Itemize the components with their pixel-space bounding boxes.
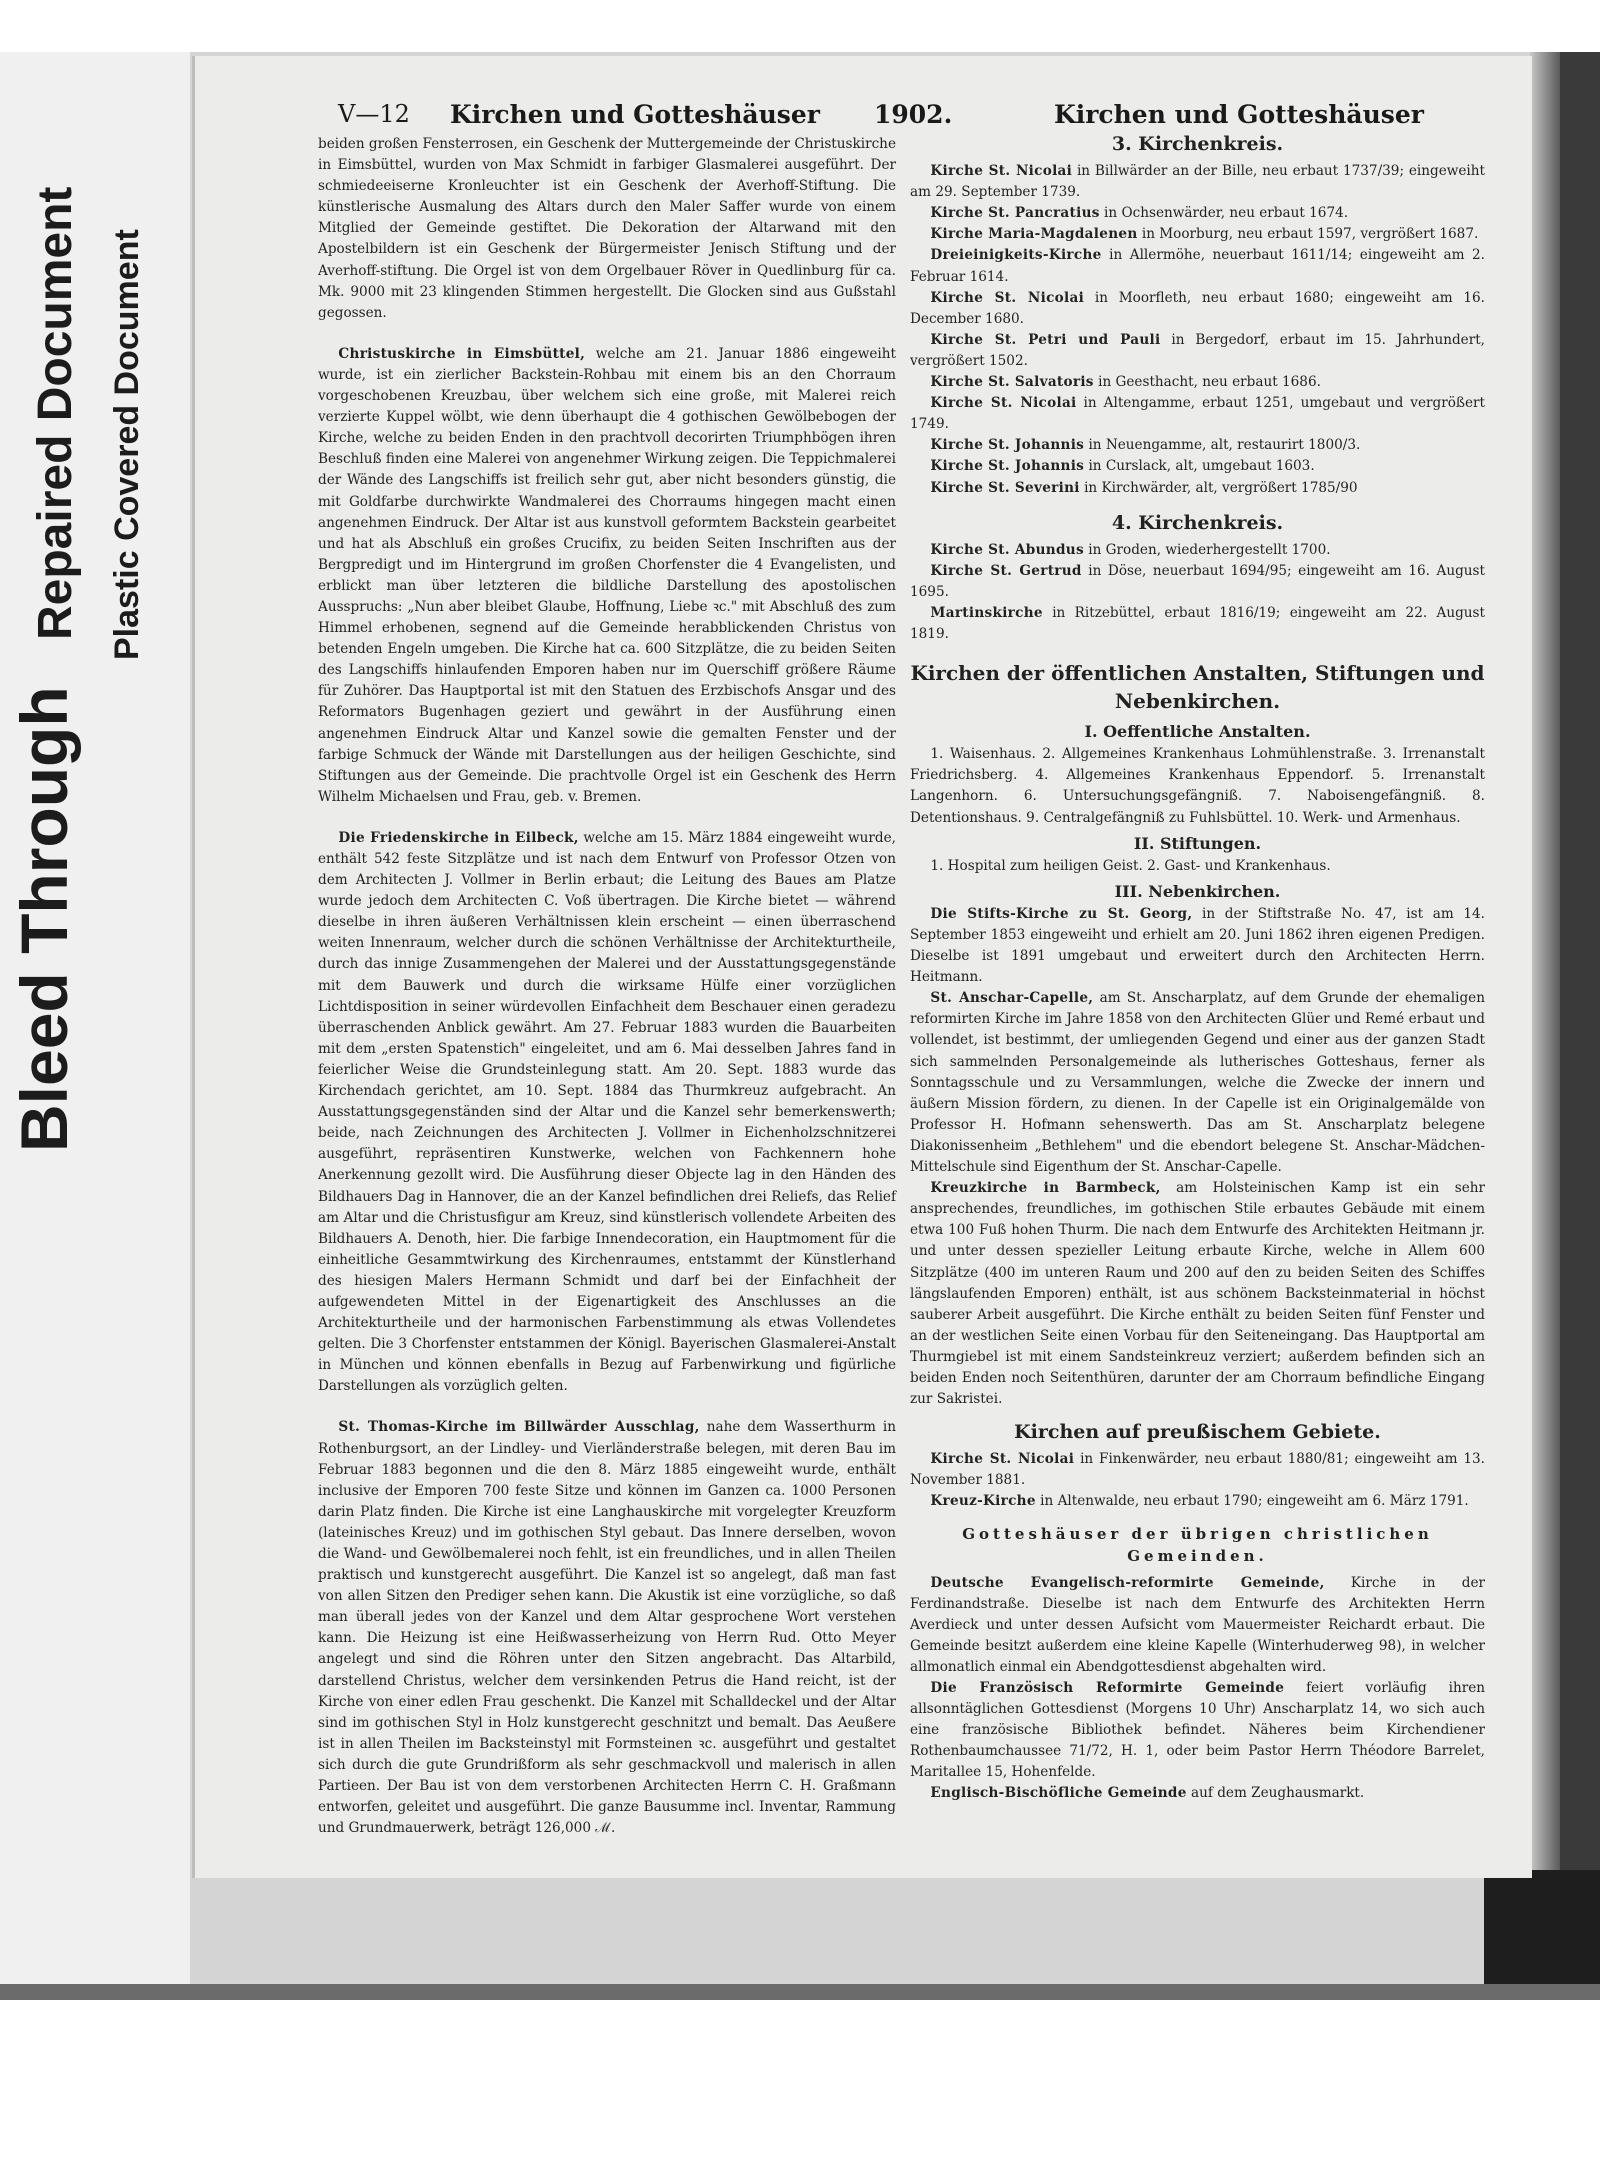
list-item (910, 456, 1485, 477)
entry-name: Kirche St. Johannis (930, 437, 1085, 454)
section-heading-other-congregations: Gotteshäuser der übrigen christlichen Gemeinden. (962, 1524, 1433, 1565)
list-item (910, 478, 1485, 499)
entry-name: Kirche St. Pancratius (930, 205, 1100, 222)
paragraph-title: Die Französisch Reformirte Gemeinde (930, 1680, 1285, 1696)
paragraph-text: beiden großen Fensterrosen, ein Geschenk der Muttergemeinde der Christuskirche in Eimsbüttel, wurden von Max Schmidt in farbiger Glasmalerei ausgeführt. Der schmiedeeiserne Kronleuchter ist ein Geschenk der Averhoff-Stiftung. Die künstlerische Ausmalung des Altars durch den Maler Saffer wurde von einem Mitglied der Gemeinde gestiftet. Die Dekoration der Altarwand mit den Apostelbildern ist ein Geschenk der Bürgermeister Jenisch Stiftung und der Averhoff-stiftung. Die Orgel ist von dem Orgelbauer Röver in Quedlinburg für ca. Mk. 9000 mit 23 klingenden Stimmen hergestellt. Die Glocken sind aus Gußstahl gegossen. (318, 136, 896, 321)
paragraph-friedenskirche (318, 828, 896, 1398)
paragraph-title: Kreuzkirche in Barmbeck, (930, 1180, 1161, 1197)
paragraph-title: St. Thomas-Kirche im Billwärder Ausschlag, (338, 1419, 700, 1436)
running-title-right: Kirchen und Gotteshäuser (1054, 100, 1424, 129)
entry-name: Kirche St. Nicolai (930, 395, 1077, 412)
running-title-left: Kirchen und Gotteshäuser (450, 100, 820, 129)
page-number: V—12 (338, 100, 410, 128)
entry-text: in Allermöhe, neuerbaut 1611/14; eingeweiht am 2. Februar 1614. (910, 247, 1485, 285)
entry-text: in Moorburg, neu erbaut 1597, vergrößert 1687. (1141, 226, 1479, 243)
list-item (910, 561, 1485, 603)
kreis4-list (910, 540, 1485, 645)
entry-text: in Altenwalde, neu erbaut 1790; eingeweiht am 6. März 1791. (1040, 1493, 1469, 1510)
entry-name: Kirche St. Abundus (930, 541, 1084, 558)
right-column (910, 134, 1485, 1805)
bottom-right-dark-block (1484, 1870, 1600, 1988)
kreis3-list (910, 161, 1485, 499)
list-item (910, 435, 1485, 456)
entry-text: in Moorfleth, neu erbaut 1680; eingeweiht am 16. December 1680. (910, 289, 1485, 327)
entry-name: Kirche St. Gertrud (930, 562, 1082, 579)
entry-text: in Finkenwärder, neu erbaut 1880/81; eingeweiht am 13. November 1881. (910, 1451, 1485, 1489)
repaired-document-note: Repaired Document (29, 186, 82, 640)
section-heading-kreis3: 3. Kirchenkreis. (1111, 133, 1284, 155)
list-item (910, 330, 1485, 372)
list-item (910, 393, 1485, 435)
stiftungen-list: 1. Hospital zum heiligen Geist. 2. Gast- und Krankenhaus. (930, 857, 1331, 874)
entry-text: in Curslack, alt, umgebaut 1603. (1088, 458, 1315, 475)
entry-text: in Neuengamme, alt, restaurirt 1800/3. (1088, 437, 1361, 454)
list-item (910, 245, 1485, 287)
list-item (910, 288, 1485, 330)
subheading-stiftungen: II. Stiftungen. (1133, 833, 1262, 853)
paragraph-text: feiert vorläufig ihren allsonntäglichen Gottesdienst (Morgens 10 Uhr) Anscharplatz 14, wo sich auch eine französische Bibliothek befindet. Näheres beim Kirchendiener Rothenbaumchaussee 71/72, H. 1, oder beim Pastor Herrn Théodore Barrelet, Maritallee 15, Hohenfelde. (910, 1680, 1485, 1781)
plastic-covered-note: Plastic Covered Document (108, 229, 146, 660)
year: 1902. (874, 100, 953, 129)
list-item (910, 203, 1485, 224)
section-heading-anstalten: Kirchen der öffentlichen Anstalten, Stiftungen und Nebenkirchen. (910, 661, 1485, 714)
paragraph-title: Englisch-Bischöfliche Gemeinde (930, 1785, 1187, 1802)
paragraph-text: am Holsteinischen Kamp ist ein sehr ansprechendes, freundliches, im gothischen Stile erbautes Gebäude mit einem etwa 100 Fuß hohen Thurm. Die nach dem Entwurfe des Architekten Heitmann jr. und unter dessen spezieller Leitung erbaute Kirche, welche in Allem 600 Sitzplätze (400 im unteren Raum und 200 auf den zu beiden Seiten des Schiffes längslaufenden Emporen) enthält, ist aus schönem Backsteinmaterial in höchst sauberer Arbeit ausgeführt. Die Kirche enthält zu beiden Seiten fünf Fenster und an der westlichen Seite einen Vorbau für den Seiteneingang. Das Hauptportal am Thurmgiebel ist mit einem Sandsteinkreuz verziert; außerdem befinden sich an beiden Enden noch Seitenthüren, darunter der am Chorraum befindliche Eingang zur Sakristei. (910, 1180, 1486, 1408)
right-edge-shadow (1530, 52, 1560, 1870)
paragraph-text: Kirche in der Ferdinandstraße. Dieselbe ist nach dem Entwurfe des Architekten Herrn Averdieck und unter dessen Aufsicht vom Mauermeister Reichardt erbaut. Die Gemeinde besitzt außerdem eine kleine Kapelle (Winterhuderweg 98), in welcher allmonatlich einmal ein Abendgottesdienst abgehalten wird. (910, 1574, 1485, 1675)
paragraph-title: Christuskirche in Eimsbüttel, (338, 345, 586, 362)
paragraph-evangelisch-reformirte (910, 1573, 1485, 1678)
paragraph-title: St. Anschar-Capelle, (930, 990, 1094, 1007)
paragraph-franzoesisch-reformirte (910, 1678, 1485, 1783)
section-heading-preussen: Kirchen auf preußischem Gebiete. (1014, 1421, 1381, 1444)
paragraph-anschar-capelle (910, 988, 1485, 1178)
subheading-oeffentliche-anstalten: I. Oeffentliche Anstalten. (1084, 722, 1311, 742)
entry-name: Kirche St. Petri und Pauli (930, 331, 1161, 348)
subheading-nebenkirchen: III. Nebenkirchen. (1114, 881, 1281, 901)
paragraph-kreuzkirche (910, 1178, 1485, 1410)
paragraph-thomas-kirche (318, 1417, 896, 1839)
entry-name: Kirche St. Nicolai (930, 289, 1085, 306)
list-item (910, 1491, 1485, 1512)
paragraph-stifts-kirche (910, 904, 1485, 988)
paragraph-text: welche am 15. März 1884 eingeweiht wurde, enthält 542 feste Sitzplätze und ist nach dem Entwurf von Professor Otzen von dem Architecten J. Vollmer in Berlin erbaut; die Leitung des Baues am Platze wurde jedoch dem Architecten C. Voß übertragen. Die Kirche bietet — während dieselbe in ihren äußeren Verhältnissen klein erscheint — einen überraschend weiten Innenraum, welcher durch die schönen Verhältnisse der Architekturtheile, durch das innige Zusammengehen der Malerei und der Ausstattungsgegenstände mit dem Bauwerk und durch die wirksame Hülfe einer vorzüglichen Lichtdisposition in seiner würdevollen Einfachheit dem Beschauer einen geradezu überraschenden Anblick gewährt. Am 27. Februar 1883 wurden die Bauarbeiten mit dem „ersten Spatenstich" eingeleitet, und am 6. Mai desselben Jahres fand in feierlicher Weise die Grundsteinlegung statt. Am 20. Sept. 1883 wurde das Kirchendach gerichtet, am 10. Sept. 1884 das Thurmkreuz aufgebracht. An Ausstattungsgegenständen sind der Altar und die Kanzel sehr bemerkenswerth; beide, nach Zeichnungen des Architecten J. Vollmer in Eichenholzschnitzerei ausgeführt, repräsentiren Kunstwerke, welchen von Fachkennern hohe Anerkennung gezollt wird. Die Ausführung dieser Objecte lag in den Händen des Bildhauers Dag in Hannover, die an der Kanzel befindlichen drei Reliefs, das Relief am Altar und die Christusfigur am Kreuz, sind künstlerisch vollendete Arbeiten des Bildhauers A. Denoth, hier. Die farbige Innendecoration, ein Hauptmoment für die einheitliche Gesammtwirkung des Kirchenraumes, entstammt der Künstlerhand des hiesigen Malers Hermann Schmidt und darf bei der Einfachheit der aufgewendeten Mittel in der Eigenartigkeit des Anschlusses an die Architekturtheile und der harmonischen Farbenstimmung als etwas Vollendetes gelten. Die 3 Chorfenster entstammen der Königl. Bayerischen Glasmalerei-Anstalt in München und können ebenfalls in Bezug auf Farbenwirkung und figürliche Darstellungen als vorzüglich gelten. (318, 829, 897, 1395)
entry-text: in Bergedorf, erbaut im 15. Jahrhundert, vergrößert 1502. (910, 331, 1485, 369)
entry-name: Kirche St. Johannis (930, 458, 1085, 475)
paragraph-englisch-bischoefliche (910, 1783, 1485, 1804)
section-heading-kreis4: 4. Kirchenkreis. (1111, 511, 1284, 534)
entry-text: in Geesthacht, neu erbaut 1686. (1098, 374, 1321, 391)
paragraph-title: Die Friedenskirche in Eilbeck, (338, 829, 579, 846)
entry-text: in Kirchwärder, alt, vergrößert 1785/90 (1084, 479, 1358, 496)
entry-text: in Altengamme, erbaut 1251, umgebaut und vergrößert 1749. (910, 395, 1485, 433)
entry-name: Kirche St. Nicolai (930, 1451, 1075, 1468)
entry-name: Martinskirche (930, 604, 1043, 621)
paragraph-text: am St. Anscharplatz, auf dem Grunde der ehemaligen reformirten Kirche im Jahre 1858 von den Architecten Glüer und Remé erbaut und vollendet, ist bestimmt, der umliegenden Gegend und einer aus der ganzen Stadt sich sammelnden Personalgemeinde als lutherisches Gotteshaus, ferner als Sonntagsschule und zu Versammlungen, welche die Zwecke der innern und äußern Mission fördern, zu dienen. In der Capelle ist ein Originalgemälde von Professor H. Hofmann sehenswerth. Das am St. Anscharplatz belegene Diakonissenheim „Bethlehem" und die ebendort belegene St. Anschar-Mädchen-Mittelschule sind Eigenthum der St. Anschar-Capelle. (910, 990, 1485, 1176)
list-item (910, 372, 1485, 393)
left-column (318, 134, 896, 1839)
entry-name: Kirche St. Salvatoris (930, 374, 1094, 391)
entry-name: Kirche St. Severini (930, 479, 1080, 496)
list-item (910, 603, 1485, 645)
paragraph-title: Die Stifts-Kirche zu St. Georg, (930, 905, 1193, 922)
page-header (0, 100, 1600, 134)
anstalten-list: 1. Waisenhaus. 2. Allgemeines Krankenhaus Lohmühlenstraße. 3. Irrenanstalt Friedrichsberg. 4. Allgemeines Krankenhaus Eppendorf. 5. Irrenanstalt Langenhorn. 6. Untersuchungsgefängniß. 7. Naboisengefängniß. 8. Detentionshaus. 9. Centralgefängniß zu Fuhlsbüttel. 10. Werk- und Armenhaus. (910, 746, 1485, 826)
paragraph-christuskirche (318, 344, 896, 808)
paragraph-text: in der Stiftstraße No. 47, ist am 14. September 1853 eingeweiht und erhielt am 20. Juni 1862 ihren eigenen Predigen. Dieselbe ist 1891 umgebaut und erweitert durch den Architecten Herrn. Heitmann. (910, 905, 1485, 986)
entry-text: in Ochsenwärder, neu erbaut 1674. (1104, 205, 1349, 222)
list-item (910, 161, 1485, 203)
right-dark-edge (1560, 52, 1600, 1870)
entry-text: in Ritzebüttel, erbaut 1816/19; eingeweiht am 22. August 1819. (910, 604, 1485, 643)
paragraph-text: auf dem Zeughausmarkt. (1191, 1785, 1365, 1802)
entry-name: Kirche Maria-Magdalenen (930, 226, 1138, 243)
entry-text: in Döse, neuerbaut 1694/95; eingeweiht am 16. August 1695. (910, 562, 1485, 600)
entry-name: Kirche St. Nicolai (930, 163, 1073, 180)
bleed-through-note: Bleed Through (7, 686, 81, 1152)
entry-text: in Groden, wiederhergestellt 1700. (1088, 541, 1331, 558)
entry-text: in Billwärder an der Bille, neu erbaut 1737/39; eingeweiht am 29. September 1739. (910, 163, 1485, 201)
list-item (910, 1449, 1485, 1491)
paragraph-text: welche am 21. Januar 1886 eingeweiht wurde, ist ein zierlicher Backstein-Rohbau mit einem bis an den Chorraum vorgeschobenen Kreuzbau, über welchem sich eine große, mit Malerei reich verzierte Kuppel wölbt, wie denn überhaupt die 4 gothischen Gewölbebogen der Kirche, welche zu beiden Enden in den prachtvoll decorirten Triumphbögen ihren Beschluß finden eine Malerei von angenehmer Wirkung zeigen. Die Teppichmalerei der Wände des Langschiffs ist freilich sehr gut, aber nicht besonders günstig, die mit Goldfarbe durchwirkte Wandmalerei des Chorraums hingegen macht einen angenehmen Eindruck. Der Altar ist aus kunstvoll geformtem Backstein gearbeitet und hat als Abschluß ein großes Crucifix, zu beiden Seiten Inschriften aus der Bergpredigt und im Hintergrund im großen Chorfenster die 4 Evangelisten, und erblickt man über letzteren die bildliche Darstellung des apostolischen Ausspruchs: „Nun aber bleibet Glaube, Hoffnung, Liebe ꝛc." mit Abschluß des zum Himmel erhobenen, segnend auf die Gemeinde herabblickenden Christus von betenden Engeln umgeben. Die Kirche hat ca. 600 Sitzplätze, die zu beiden Seiten des Langschiffs hinlaufenden Emporen haben nur im Querschiff größere Räume für Zuhörer. Das Hauptportal ist mit den Statuen des Erzbischofs Ansgar und des Reformators Bugenhagen geziert und gewährt in der Ausführung einen angenehmen Eindruck Altar und Kanzel sowie die gemalten Fenster und der farbige Schmuck der Wände mit Darstellungen aus der heiligen Geschichte, sind Stiftungen aus der Gemeinde. Die prachtvolle Orgel ist ein Geschenk des Herrn Wilhelm Michaelsen und Frau, geb. v. Bremen. (318, 345, 896, 805)
paragraph-text: nahe dem Wasserthurm in Rothenburgsort, an der Lindley- und Vierländerstraße belegen, mit deren Bau im Februar 1883 begonnen und die den 8. März 1885 eingeweiht wurde, enthält inclusive der Emporen 700 feste Sitze und können im Ganzen ca. 1000 Personen darin Platz finden. Die Kirche ist eine Langhauskirche mit vorgelegter Kreuzform (lateinisches Kreuz) und im gothischen Styl gebaut. Das Innere derselben, wovon die Wand- und Gewölbemalerei noch fehlt, ist ein freundliches, und in allen Theilen praktisch und kunstgerecht ausgeführt. Die Kanzel ist so angelegt, daß man fast von allen Sitzen den Prediger sehen kann. Die Akustik ist eine vorzügliche, so daß man überall jedes von der Kanzel und dem Altar gesprochene Wort verstehen kann. Die Heizung ist eine Heißwasserheizung von Herrn Rud. Otto Meyer angelegt und sind die Röhren unter den Sitzen angebracht. Das Altarbild, darstellend Christus, welcher dem versinkenden Petrus die Hand reicht, ist der Kirche von einer edlen Frau geschenkt. Die Kanzel mit Schalldeckel und der Altar sind im gothischen Styl in Holz kunstgerecht geschnitzt und bemalt. Das Aeußere ist in allen Theilen im Backsteinstyl mit Formsteinen ꝛc. ausgeführt und gestaltet sich durch die gute Grundrißform als sehr geschmackvoll und malerisch in allen Partieen. Der Bau ist von dem verstorbenen Architecten Herrn C. H. Graßmann entworfen, geleitet und ausgeführt. Die ganze Bausumme incl. Inventar, Rammung und Grundmauerwerk, beträgt 126,000 ℳ. (318, 1419, 896, 1837)
paragraph-continued (318, 134, 896, 324)
bottom-band (0, 1984, 1600, 2000)
list-item (910, 224, 1485, 245)
list-item (910, 540, 1485, 561)
entry-name: Kreuz-Kirche (930, 1493, 1036, 1510)
paragraph-title: Deutsche Evangelisch-reformirte Gemeinde, (930, 1574, 1325, 1591)
entry-name: Dreieinigkeits-Kirche (930, 247, 1102, 264)
